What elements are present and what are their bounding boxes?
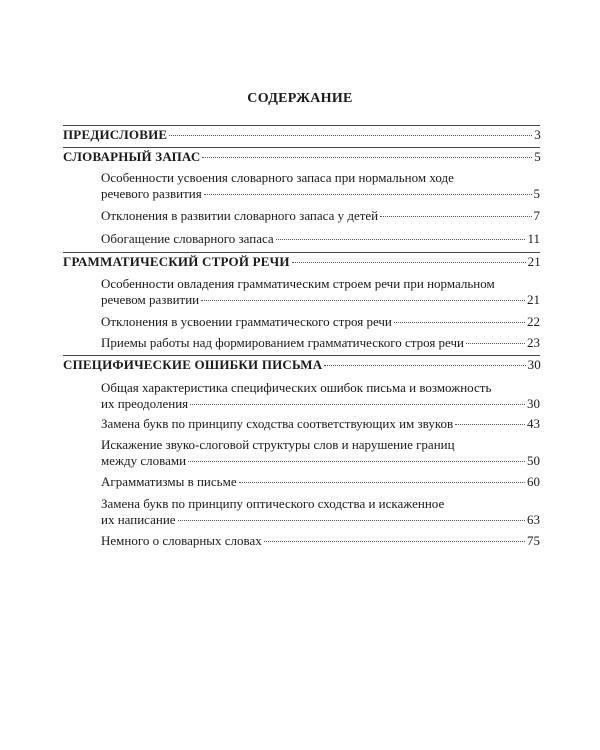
toc-item[interactable] bbox=[101, 533, 540, 549]
item-line: Искажение звуко-слоговой структуры слов и нарушение границ bbox=[101, 437, 455, 452]
page-number: 75 bbox=[527, 533, 540, 548]
page-number: 63 bbox=[527, 512, 540, 527]
toc-item[interactable] bbox=[101, 170, 540, 202]
page-number: 5 bbox=[534, 149, 541, 164]
section-rule bbox=[63, 125, 540, 126]
section-title: СПЕЦИФИЧЕСКИЕ ОШИБКИ ПИСЬМА bbox=[63, 357, 323, 372]
item-line: Немного о словарных словах bbox=[101, 533, 262, 548]
toc-section-writing-errors[interactable] bbox=[63, 357, 541, 373]
page-number: 50 bbox=[527, 453, 540, 468]
dot-leader bbox=[455, 424, 525, 425]
dot-leader bbox=[239, 482, 525, 483]
toc-section-vocabulary[interactable] bbox=[63, 149, 541, 165]
page-number: 60 bbox=[527, 474, 540, 489]
toc-item[interactable] bbox=[101, 496, 540, 528]
dot-leader bbox=[190, 404, 525, 405]
page-number: 21 bbox=[527, 292, 540, 307]
dot-leader bbox=[324, 365, 525, 366]
section-rule bbox=[63, 355, 540, 356]
page-number: 30 bbox=[527, 357, 541, 372]
item-line: Отклонения в развитии словарного запаса у детей bbox=[101, 208, 379, 223]
page-number: 5 bbox=[533, 186, 540, 201]
item-line: речевом развитии bbox=[101, 292, 200, 307]
dot-leader bbox=[466, 343, 525, 344]
item-line: Аграмматизмы в письме bbox=[101, 474, 237, 489]
dot-leader bbox=[188, 461, 525, 462]
item-line: Приемы работы над формированием грамматического строя речи bbox=[101, 335, 464, 350]
dot-leader bbox=[394, 322, 525, 323]
toc-item[interactable] bbox=[101, 335, 540, 351]
dot-leader bbox=[204, 194, 532, 195]
section-rule bbox=[63, 147, 540, 148]
page-number: 3 bbox=[534, 127, 541, 142]
dot-leader bbox=[276, 239, 526, 240]
section-title: СЛОВАРНЫЙ ЗАПАС bbox=[63, 149, 201, 164]
item-line: между словами bbox=[101, 453, 187, 468]
page-number: 23 bbox=[527, 335, 540, 350]
section-title: ГРАММАТИЧЕСКИЙ СТРОЙ РЕЧИ bbox=[63, 254, 290, 269]
toc-section-preface[interactable] bbox=[63, 127, 541, 143]
item-line: Отклонения в усвоении грамматического строя речи bbox=[101, 314, 392, 329]
page-number: 7 bbox=[533, 208, 540, 223]
item-line: Особенности овладения грамматическим строем речи при нормальном bbox=[101, 276, 495, 291]
item-line: Замена букв по принципу оптического сходства и искаженное bbox=[101, 496, 445, 511]
item-line: их преодоления bbox=[101, 396, 189, 411]
page-number: 22 bbox=[527, 314, 540, 329]
toc-item[interactable] bbox=[101, 276, 540, 308]
toc-item[interactable] bbox=[101, 437, 540, 469]
item-line: Замена букв по принципу сходства соответствующих им звуков bbox=[101, 416, 454, 431]
toc-item[interactable] bbox=[101, 380, 540, 412]
dot-leader bbox=[292, 262, 526, 263]
page-number: 11 bbox=[527, 231, 540, 246]
toc-item[interactable] bbox=[101, 314, 540, 330]
item-line: Особенности усвоения словарного запаса при нормальном ходе bbox=[101, 170, 454, 185]
dot-leader bbox=[202, 157, 532, 158]
dot-leader bbox=[264, 541, 525, 542]
toc-item[interactable] bbox=[101, 416, 540, 432]
toc-title: СОДЕРЖАНИЕ bbox=[247, 91, 353, 106]
item-line: Общая характеристика специфических ошибок письма и возможность bbox=[101, 380, 492, 395]
toc-item[interactable] bbox=[101, 231, 540, 247]
page-number: 30 bbox=[527, 396, 540, 411]
toc-item[interactable] bbox=[101, 474, 540, 490]
page-number: 21 bbox=[527, 254, 541, 269]
item-line: речевого развития bbox=[101, 186, 202, 201]
page-number: 43 bbox=[527, 416, 540, 431]
dot-leader bbox=[178, 520, 525, 521]
section-title: ПРЕДИСЛОВИЕ bbox=[63, 127, 168, 142]
section-rule bbox=[63, 252, 540, 253]
toc-section-grammar[interactable] bbox=[63, 254, 541, 270]
item-line: их написание bbox=[101, 512, 176, 527]
dot-leader bbox=[169, 135, 532, 136]
toc-item[interactable] bbox=[101, 208, 540, 224]
item-line: Обогащение словарного запаса bbox=[101, 231, 274, 246]
dot-leader bbox=[380, 216, 531, 217]
dot-leader bbox=[201, 300, 525, 301]
